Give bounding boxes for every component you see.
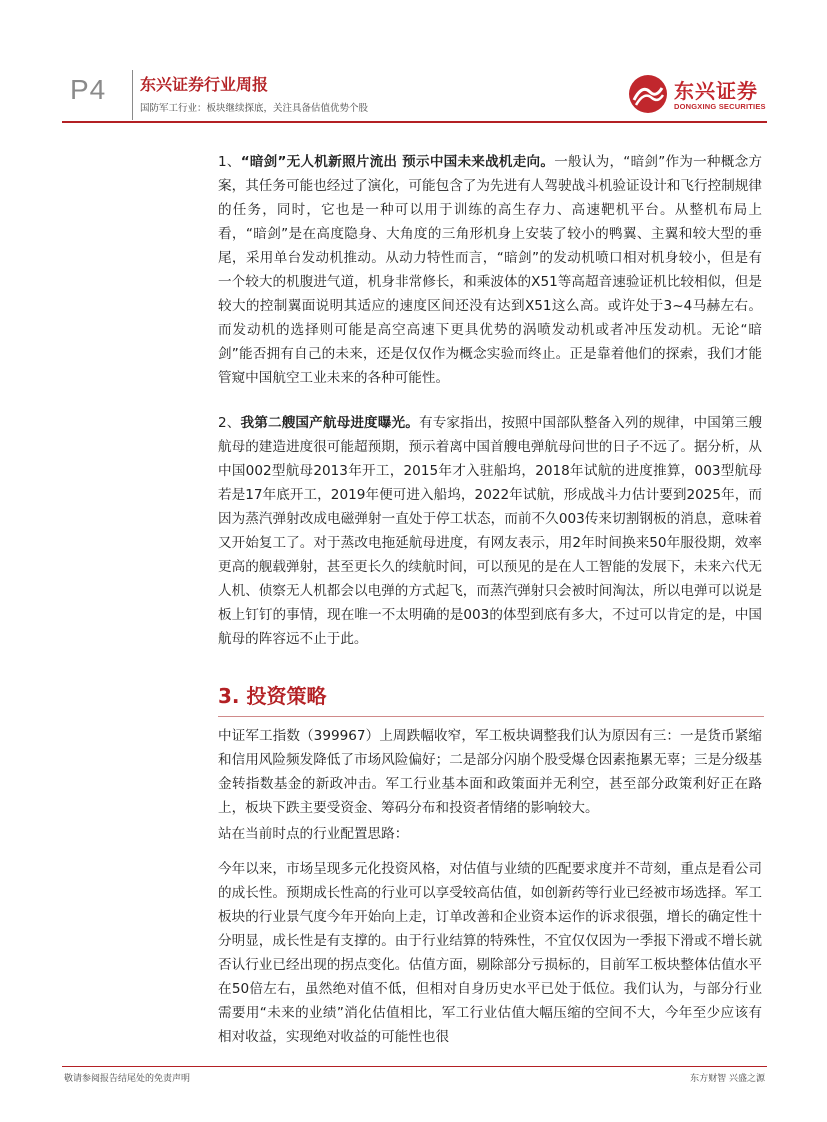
news-item-2-paragraph [218, 411, 762, 651]
logo-text-cn: 东兴证券 [674, 79, 758, 103]
logo-text-en: DONGXING SECURITIES [674, 102, 766, 111]
header-rule [62, 121, 767, 123]
strategy-paragraph-1 [218, 724, 762, 820]
news-item-1-text: 一般认为，“暗剑”作为一种概念方案，其任务可能也经过了演化，可能包含了为先进有人驾驶战斗机验证设计和飞行控制规律的任务，同时，它也是一种可以用于训练的高生存力、高速靶机平台。从整机布局上看，“暗剑”是在高度隐身、大角度的三角形机身上安装了较小的鸭翼、主翼和较大型的垂尾，采用单台发动机推动。从动力特性而言，“暗剑”的发动机喷口相对机身较小，但是有一个较大的机腹进气道，机身非常修长，和乘波体的X51等高超音速验证机比较相似，但是较大的控制翼面说明其适应的速度区间还没有达到X51这么高。或许处于3~4马赫左右。而发动机的选择则可能是高空高速下更具优势的涡喷发动机或者冲压发动机。无论“暗剑”能否拥有自己的未来，还是仅仅作为概念实验而终止。正是靠着他们的探索，我们才能管窥中国航空工业未来的各种可能性。 [218, 154, 762, 386]
news-item-1-paragraph [218, 150, 762, 390]
header-divider [132, 70, 133, 120]
strategy-paragraph-2 [218, 822, 762, 846]
news-item-1 [218, 150, 762, 390]
page-header [62, 64, 767, 120]
footer-disclaimer: 敬请参阅报告结尾处的免责声明 [64, 1074, 191, 1084]
section-title: 3. 投资策略 [218, 684, 327, 708]
strategy-paragraph-1-text: 中证军工指数（399967）上周跌幅收窄，军工板块调整我们认为原因有三：一是货币紧缩和信用风险频发降低了市场风险偏好；二是部分闪崩个股受爆仓因素拖累无辜；三是分级基金转指数基金的新政冲击。军工行业基本面和政策面并无利空，甚至部分政策利好正在路上，板块下跌主要受资金、筹码分布和投资者情绪的影响较大。 [218, 728, 762, 816]
footer-rule [62, 1066, 767, 1067]
section-rule [218, 716, 764, 717]
strategy-paragraph-2-text: 站在当前时点的行业配置思路： [218, 826, 409, 842]
logo-mark-icon [628, 74, 668, 114]
news-item-1-number: 1、 [218, 154, 241, 170]
news-item-1-headline: “暗剑”无人机新照片流出 预示中国未来战机走向。 [240, 154, 555, 170]
news-item-2 [218, 411, 762, 651]
strategy-paragraph-3 [218, 857, 762, 1049]
report-subtitle: 国防军工行业：板块继续探底，关注具备估值优势个股 [140, 103, 369, 114]
footer-slogan: 东方财智 兴盛之源 [690, 1074, 765, 1084]
news-item-2-number: 2、 [218, 415, 241, 431]
company-logo [628, 74, 768, 114]
news-item-2-text: 有专家指出，按照中国部队整备入列的规律，中国第三艘航母的建造进度很可能超预期，预示着离中国首艘电弹航母问世的日子不远了。据分析，从中国002型航母2013年开工，2015年才入驻船坞，2018年试航的进度推算，003型航母若是17年底开工，2019年便可进入船坞，2022年试航，形成战斗力估计要到2025年，而因为蒸汽弹射改成电磁弹射一直处于停工状态，而前不久003传来切割钢板的消息，意味着又开始复工了。对于蒸改电拖延航母进度，有网友表示，用2年时间换来50年服役期，效率更高的舰载弹射，甚至更长久的续航时间，可以预见的是在人工智能的发展下，未来六代无人机、侦察无人机都会以电弹的方式起飞，而蒸汽弹射只会被时间淘汰，所以电弹可以说是板上钉钉的事情，现在唯一不太明确的是003的体型到底有多大，不过可以肯定的是，中国航母的阵容远不止于此。 [218, 415, 763, 647]
page-number: P4 [70, 74, 107, 105]
strategy-paragraph-3-text: 今年以来，市场呈现多元化投资风格，对估值与业绩的匹配要求度并不苛刻，重点是看公司的成长性。预期成长性高的行业可以享受较高估值，如创新药等行业已经被市场选择。军工板块的行业景气度今年开始向上走，订单改善和企业资本运作的诉求很强，增长的确定性十分明显，成长性是有支撑的。由于行业结算的特殊性，不宜仅仅因为一季报下滑或不增长就否认行业已经出现的拐点变化。估值方面，剔除部分亏损标的，目前军工板块整体估值水平在50倍左右，虽然绝对值不低，但相对自身历史水平已处于低位。我们认为，与部分行业需要用“未来的业绩”消化估值相比，军工行业估值大幅压缩的空间不大，今年至少应该有相对收益，实现绝对收益的可能性也很 [218, 861, 762, 1045]
news-item-2-headline: 我第二艘国产航母进度曝光。 [240, 415, 419, 431]
report-title: 东兴证券行业周报 [140, 75, 269, 94]
